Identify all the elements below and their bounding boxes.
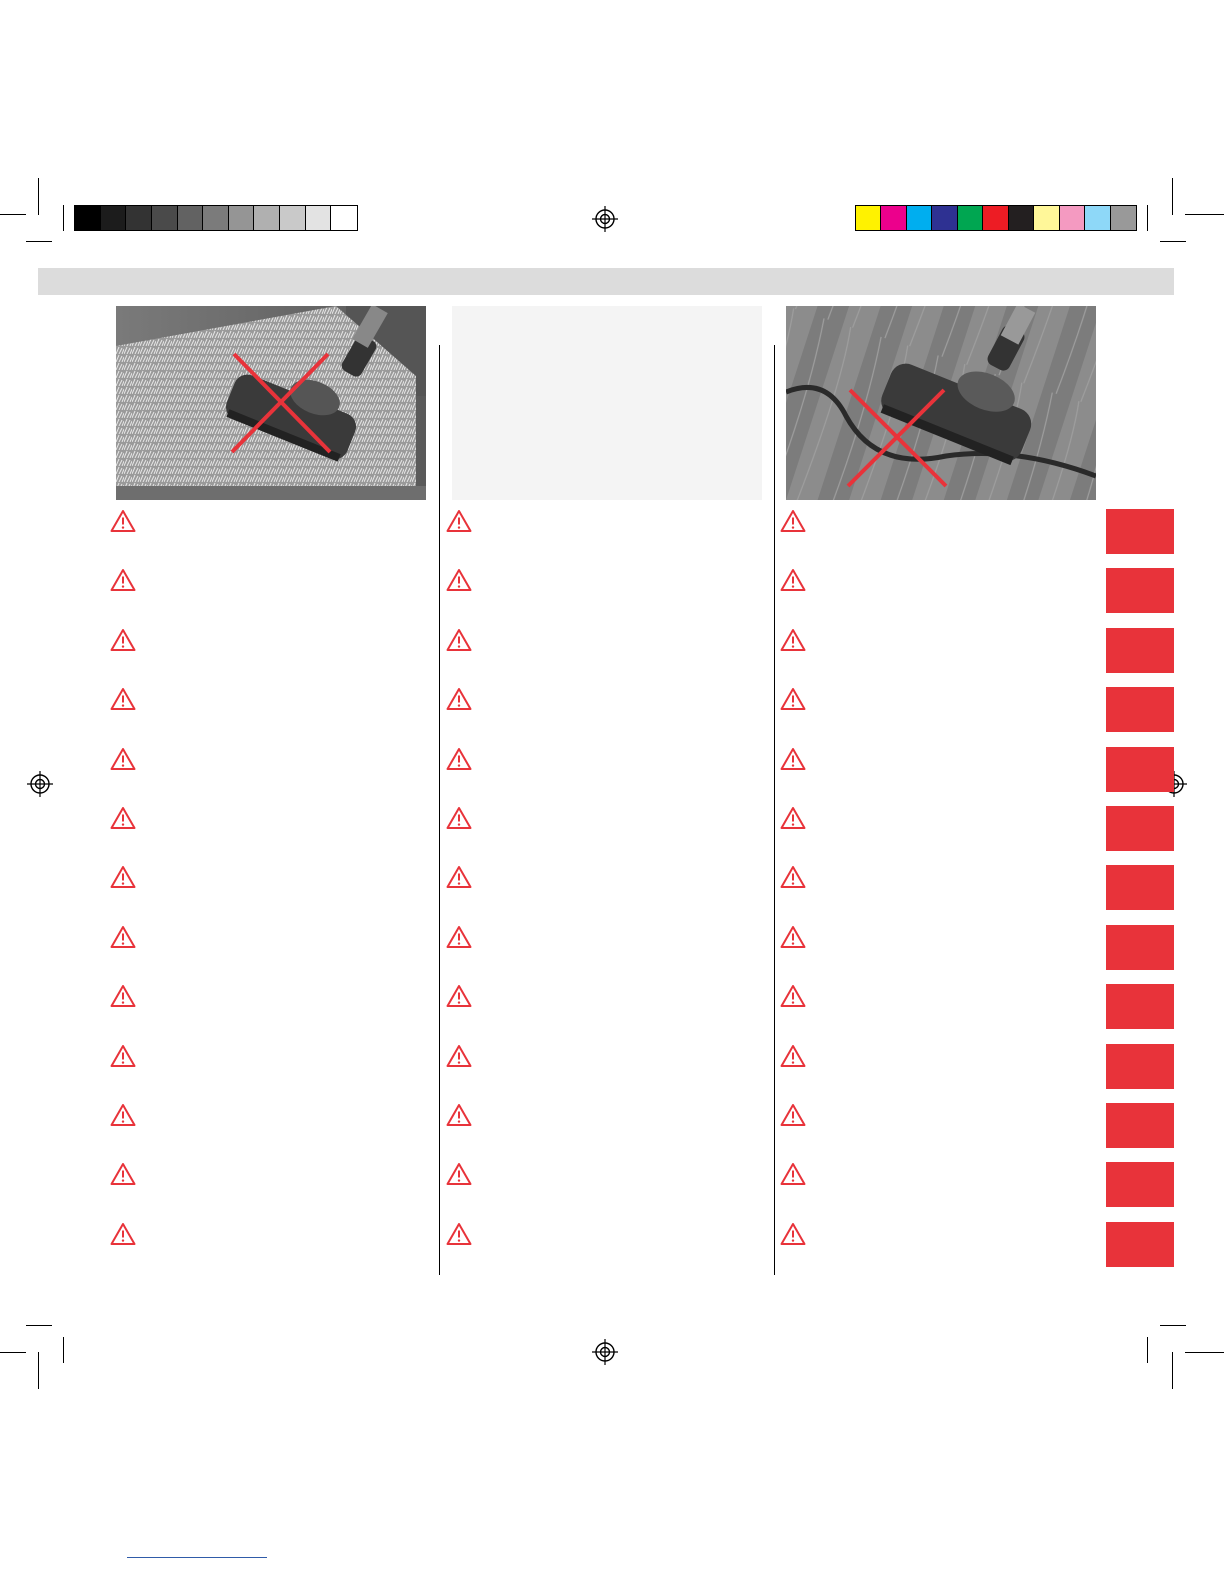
language-tab — [1106, 806, 1174, 851]
crop-mark — [1160, 241, 1186, 242]
warning-triangle-icon — [446, 984, 472, 1008]
crop-mark — [1185, 214, 1224, 215]
crop-mark — [26, 1325, 52, 1326]
calibration-swatch — [306, 206, 332, 230]
calibration-swatch — [958, 206, 983, 230]
warning-triangle-icon — [446, 509, 472, 533]
registration-mark-icon — [592, 1339, 618, 1365]
crop-mark — [1172, 178, 1173, 215]
column-divider — [439, 345, 440, 1275]
warning-triangle-icon — [110, 568, 136, 592]
cable-photo — [786, 306, 1096, 500]
warning-triangle-icon — [110, 1044, 136, 1068]
footer-rule — [127, 1557, 267, 1558]
calibration-swatch — [907, 206, 932, 230]
calibration-swatch — [856, 206, 881, 230]
warning-triangle-icon — [780, 687, 806, 711]
language-tab — [1106, 747, 1174, 792]
calibration-swatch — [881, 206, 906, 230]
warning-triangle-icon — [446, 925, 472, 949]
language-tab — [1106, 628, 1174, 673]
warning-triangle-icon — [110, 628, 136, 652]
language-tab — [1106, 1103, 1174, 1148]
crop-mark — [1185, 1352, 1224, 1353]
warning-triangle-icon — [110, 747, 136, 771]
calibration-swatch — [1060, 206, 1085, 230]
warning-triangle-icon — [110, 1162, 136, 1186]
crop-mark — [63, 1337, 64, 1363]
crop-mark — [38, 1352, 39, 1389]
calibration-swatch — [126, 206, 152, 230]
crop-mark — [0, 1352, 26, 1353]
crop-mark — [1147, 205, 1148, 231]
calibration-swatch — [152, 206, 178, 230]
column-divider — [774, 345, 775, 1275]
language-tab — [1106, 1162, 1174, 1207]
warning-triangle-icon — [780, 509, 806, 533]
calibration-swatch — [101, 206, 127, 230]
warning-triangle-icon — [780, 1222, 806, 1246]
warning-triangle-icon — [110, 1103, 136, 1127]
calibration-swatch — [1085, 206, 1110, 230]
warning-triangle-icon — [780, 806, 806, 830]
warning-triangle-icon — [110, 865, 136, 889]
warning-triangle-icon — [780, 747, 806, 771]
calibration-swatch — [983, 206, 1008, 230]
warning-triangle-icon — [780, 1103, 806, 1127]
warning-triangle-icon — [446, 687, 472, 711]
crop-mark — [0, 214, 26, 215]
warning-triangle-icon — [110, 925, 136, 949]
warning-triangle-icon — [110, 984, 136, 1008]
language-tab — [1106, 509, 1174, 554]
warning-triangle-icon — [446, 1044, 472, 1068]
crop-mark — [26, 241, 52, 242]
warning-triangle-icon — [110, 806, 136, 830]
warning-triangle-icon — [780, 628, 806, 652]
crop-mark — [1147, 1337, 1148, 1363]
warning-triangle-icon — [446, 1162, 472, 1186]
warning-triangle-icon — [780, 865, 806, 889]
warning-triangle-icon — [446, 628, 472, 652]
blank-panel — [452, 306, 762, 500]
color-calibration-bar — [855, 205, 1137, 231]
warning-triangle-icon — [780, 568, 806, 592]
language-tab — [1106, 984, 1174, 1029]
warning-triangle-icon — [780, 984, 806, 1008]
language-tab — [1106, 1044, 1174, 1089]
calibration-swatch — [75, 206, 101, 230]
warning-triangle-icon — [780, 1162, 806, 1186]
calibration-swatch — [932, 206, 957, 230]
calibration-swatch — [1034, 206, 1059, 230]
warning-triangle-icon — [110, 509, 136, 533]
header-band — [38, 268, 1174, 295]
warning-triangle-icon — [446, 568, 472, 592]
calibration-swatch — [203, 206, 229, 230]
warning-triangle-icon — [780, 1044, 806, 1068]
language-tab — [1106, 568, 1174, 613]
warning-triangle-icon — [780, 925, 806, 949]
crop-mark — [1172, 1352, 1173, 1389]
registration-mark-icon — [592, 206, 618, 232]
crop-mark — [63, 205, 64, 231]
warning-triangle-icon — [446, 806, 472, 830]
warning-triangle-icon — [446, 1103, 472, 1127]
crop-mark — [38, 178, 39, 215]
calibration-swatch — [331, 206, 357, 230]
warning-triangle-icon — [446, 1222, 472, 1246]
greyscale-calibration-bar — [74, 205, 358, 231]
calibration-swatch — [1009, 206, 1034, 230]
language-tab — [1106, 687, 1174, 732]
language-tab — [1106, 925, 1174, 970]
calibration-swatch — [280, 206, 306, 230]
language-tab — [1106, 865, 1174, 910]
warning-triangle-icon — [110, 687, 136, 711]
warning-triangle-icon — [110, 1222, 136, 1246]
language-tab — [1106, 1222, 1174, 1267]
carpet-photo — [116, 306, 426, 500]
calibration-swatch — [178, 206, 204, 230]
crop-mark — [1160, 1325, 1186, 1326]
warning-triangle-icon — [446, 747, 472, 771]
calibration-swatch — [229, 206, 255, 230]
registration-mark-icon — [27, 771, 53, 797]
calibration-swatch — [1111, 206, 1136, 230]
calibration-swatch — [254, 206, 280, 230]
warning-triangle-icon — [446, 865, 472, 889]
